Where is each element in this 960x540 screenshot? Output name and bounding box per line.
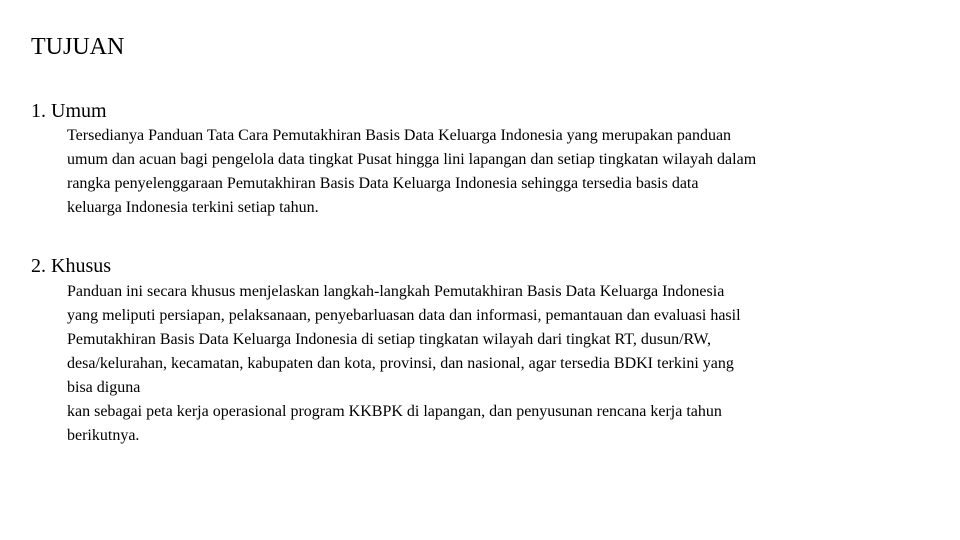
section-heading-umum: 1. Umum — [31, 100, 107, 122]
body-line: rangka penyelenggaraan Pemutakhiran Basis Data Keluarga Indonesia sehingga tersedia basis data — [67, 175, 699, 192]
body-line: keluarga Indonesia terkini setiap tahun. — [67, 199, 319, 216]
slide-title: TUJUAN — [31, 34, 125, 60]
body-line: bisa diguna — [67, 379, 141, 396]
section-heading-khusus: 2. Khusus — [31, 255, 112, 277]
section-body-umum — [67, 124, 947, 220]
body-line: Panduan ini secara khusus menjelaskan langkah-langkah Pemutakhiran Basis Data Keluarga Indonesia — [67, 283, 725, 300]
body-line: yang meliputi persiapan, pelaksanaan, penyebarluasan data dan informasi, pemantauan dan evaluasi hasil — [67, 307, 741, 324]
body-line: kan sebagai peta kerja operasional program KKBPK di lapangan, dan penyusunan rencana kerja tahun — [67, 403, 722, 420]
body-line: desa/kelurahan, kecamatan, kabupaten dan kota, provinsi, dan nasional, agar tersedia BDKI terkini yang — [67, 355, 734, 372]
body-line: Tersedianya Panduan Tata Cara Pemutakhiran Basis Data Keluarga Indonesia yang merupakan panduan — [67, 127, 732, 144]
section-body-khusus — [67, 280, 947, 448]
body-line: berikutnya. — [67, 427, 140, 444]
body-line: Pemutakhiran Basis Data Keluarga Indonesia di setiap tingkatan wilayah dari tingkat RT, dusun/RW, — [67, 331, 711, 348]
body-line: umum dan acuan bagi pengelola data tingkat Pusat hingga lini lapangan dan setiap tingkatan wilayah dalam — [67, 151, 757, 168]
